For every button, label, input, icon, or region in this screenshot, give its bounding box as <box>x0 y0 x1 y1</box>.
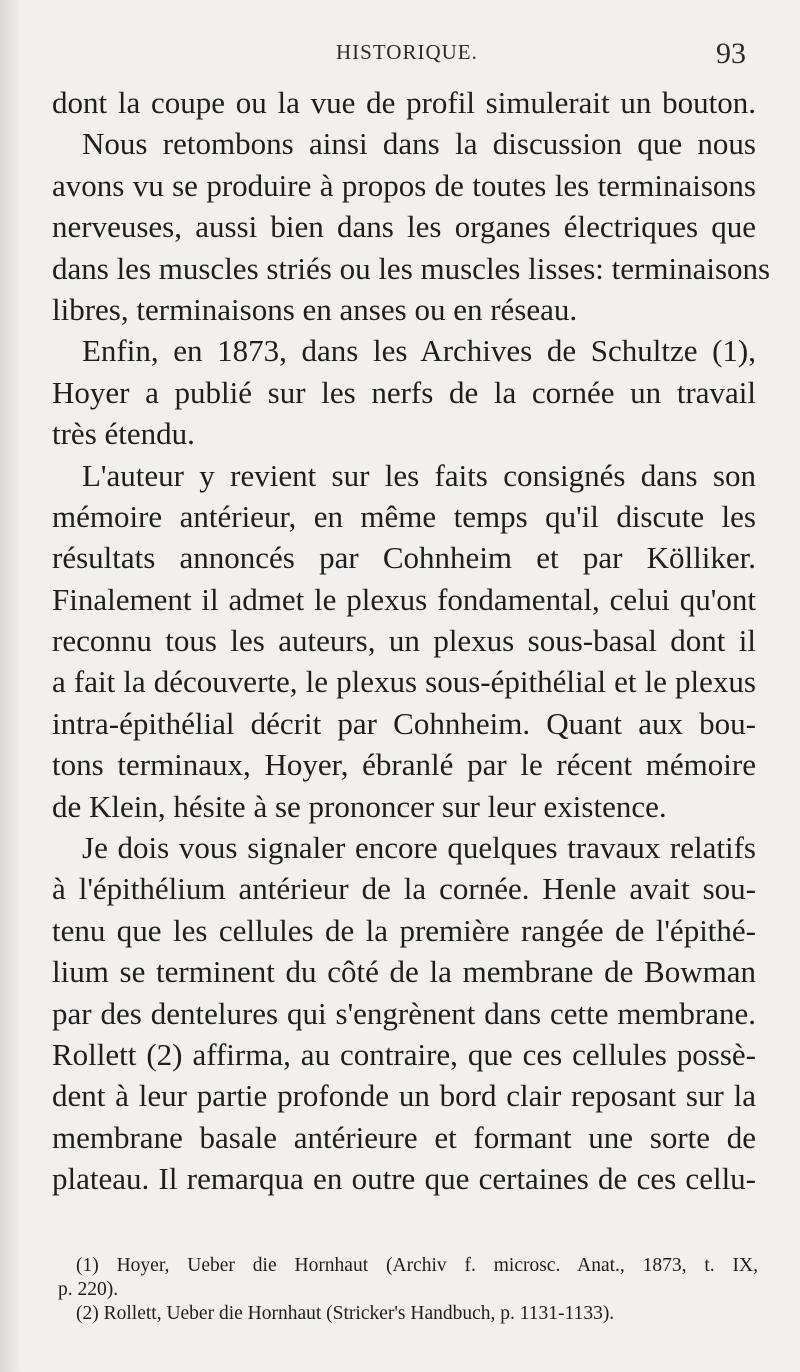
body-text <box>52 82 771 1200</box>
footnote-line: p. 220). <box>58 1279 119 1300</box>
footnotes <box>58 1254 758 1326</box>
text-line: à l'épithélium antérieur de la cornée. Henle avait sou- <box>52 871 756 907</box>
text-line: dent à leur partie profonde un bord clair reposant sur la <box>52 1078 756 1114</box>
text-line: tenu que les cellules de la première rangée de l'épithé- <box>52 912 756 948</box>
text-line: intra-épithélial décrit par Cohnheim. Quant aux bou- <box>52 705 756 741</box>
footnote-line: (2) Rollett, Ueber die Hornhaut (Stricker's Handbuch, p. 1131-1133). <box>76 1303 615 1324</box>
text-line: de Klein, hésite à se prononcer sur leur existence. <box>52 788 667 824</box>
text-line: membrane basale antérieure et formant une sorte de <box>52 1119 756 1155</box>
text-line: avons vu se produire à propos de toutes les terminaisons <box>52 167 756 203</box>
text-line: Hoyer a publié sur les nerfs de la cornée un travail <box>52 374 756 410</box>
text-line: mémoire antérieur, en même temps qu'il discute les <box>52 498 756 534</box>
text-line: très étendu. <box>52 416 195 452</box>
text-line: tons terminaux, Hoyer, ébranlé par le récent mémoire <box>52 747 756 783</box>
text-line: lium se terminent du côté de la membrane de Bowman <box>52 954 756 990</box>
page-edge-shadow <box>0 0 22 1372</box>
text-line: dans les muscles striés ou les muscles lisses: terminaisons <box>52 250 771 286</box>
text-line: Enfin, en 1873, dans les Archives de Schultze (1), <box>82 333 756 369</box>
text-line: a fait la découverte, le plexus sous-épithélial et le plexus <box>52 664 756 700</box>
text-line: Je dois vous signaler encore quelques travaux relatifs <box>82 830 756 866</box>
page-number: 93 <box>716 37 746 70</box>
footnote-line: (1) Hoyer, Ueber die Hornhaut (Archiv f. microsc. Anat., 1873, t. IX, <box>76 1255 758 1276</box>
text-line: plateau. Il remarqua en outre que certaines de ces cellu- <box>52 1161 756 1197</box>
text-line: nerveuses, aussi bien dans les organes électriques que <box>52 209 756 245</box>
text-line: par des dentelures qui s'engrènent dans cette membrane. <box>52 995 756 1031</box>
text-line: Finalement il admet le plexus fondamental, celui qu'ont <box>52 581 756 617</box>
text-line: libres, terminaisons en anses ou en réseau. <box>52 291 578 327</box>
text-line: Nous retombons ainsi dans la discussion que nous <box>82 126 756 162</box>
running-head: HISTORIQUE. <box>336 40 478 64</box>
text-line: résultats annoncés par Cohnheim et par Kölliker. <box>52 540 756 576</box>
text-line: dont la coupe ou la vue de profil simulerait un bouton. <box>52 85 756 120</box>
text-line: reconnu tous les auteurs, un plexus sous-basal dont il <box>52 623 756 659</box>
text-line: L'auteur y revient sur les faits consignés dans son <box>82 457 756 493</box>
text-line: Rollett (2) affirma, au contraire, que ces cellules possè- <box>52 1036 756 1072</box>
